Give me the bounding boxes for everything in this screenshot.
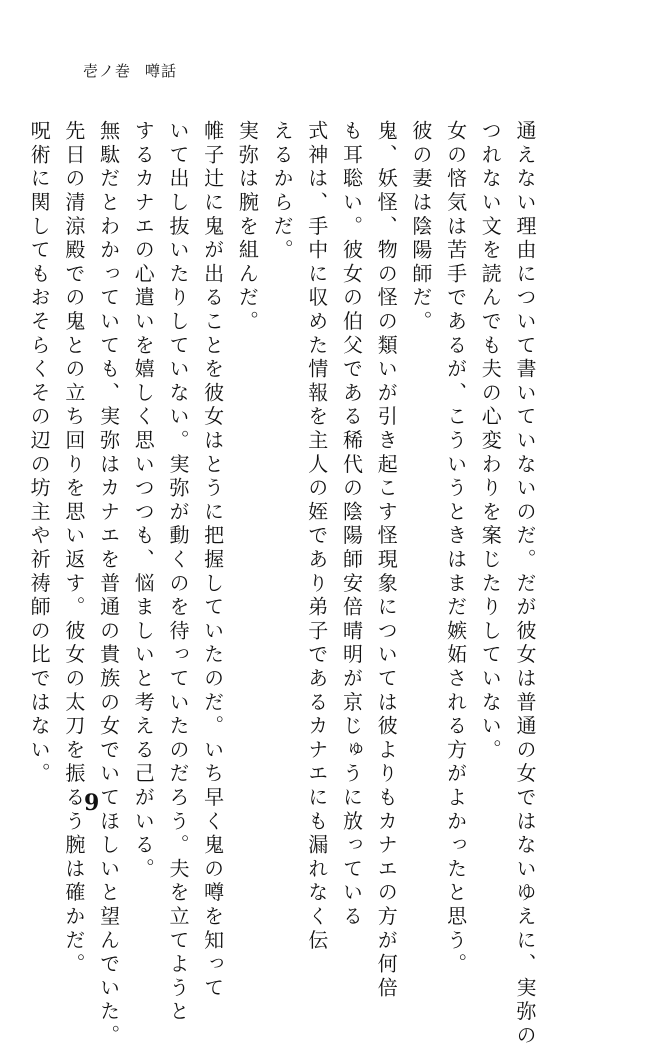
text-column: 先日の清涼殿での鬼との立ち回りを思い返す。彼女の太刀を振るう腕は確かだ。 [61,120,86,977]
text-column: いて出し抜いたりしていない。実弥が動くのを待っていたのだろう。夫を立てようと [165,120,190,1025]
text-column: 呪術に関してもおそらくその辺の坊主や祈祷師の比ではない。 [27,120,52,787]
page-number: 9 [84,790,100,816]
text-column: えるからだ。 [270,120,295,263]
text-column: 実弥は腕を組んだ。 [235,120,260,335]
text-column: も耳聡い。彼女の伯父である稀代の陰陽師安倍晴明が京じゅうに放っている [339,120,364,930]
text-column: 無駄だとわかっていても、実弥はカナエを普通の貴族の女でいてほしいと望んでいた。 [96,120,121,1048]
text-column: 式神は、手中に収めた情報を主人の姪であり弟子であるカナエにも漏れなく伝 [304,120,329,953]
text-column: 彼の妻は陰陽師だ。 [408,120,433,335]
volume-title: 壱ノ巻 [83,62,132,80]
vertical-body-text [21,120,542,1048]
text-column: 女の悋気は苦手であるが、こういうときはまだ嫉妬される方がよかったと思う。 [443,120,468,977]
chapter-title: 噂話 [145,62,178,80]
text-column: 通えない理由について書いていないのだ。だが彼女は普通の女ではないゆえに、実弥の [513,120,537,1048]
text-column: するカナエの心遣いを嬉しく思いつつも、悩ましいと考える己がいる。 [131,120,156,882]
running-header [83,60,177,81]
text-column: つれない文を読んでも夫の心変わりを案じたりしていない。 [478,120,503,763]
text-column: 鬼、妖怪、物の怪の類いが引き起こす怪現象については彼よりもカナエの方が何倍 [374,120,399,1001]
text-column: 帷子辻に鬼が出ることを彼女はとうに把握していたのだ。いち早く鬼の噂を知って [200,120,225,1001]
